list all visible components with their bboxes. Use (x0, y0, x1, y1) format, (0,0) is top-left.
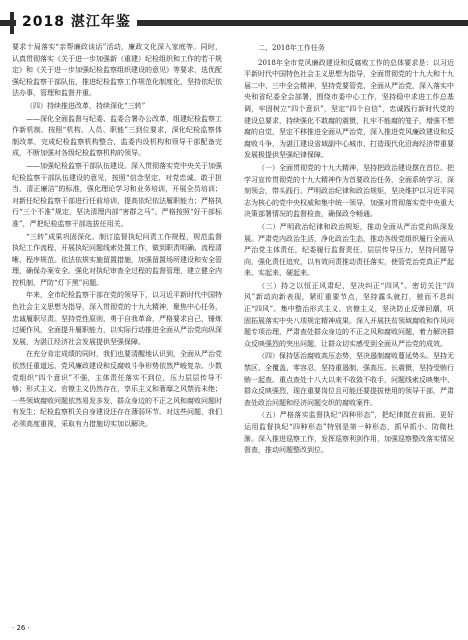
paragraph: （三）持之以恒正风肃纪，坚决纠正“四风”。密切关注“四风”新动向新表现，紧盯重要节点，坚持露头就打，驰而不息纠正“四风”。集中整治形式主义、官僚主义，坚决防止反弹回潮，巩固拓展落实中央八项规定精神成果。深入开展扶贫领域腐败和作风问题专项治理，严肃查处群众身边的不正之风和腐败问题，着力解决群众反映强烈的突出问题，让群众切实感受到全面从严治党的成效。 (244, 281, 454, 348)
subheading: （四）持续推进改革，持续深化“三转” (26, 101, 146, 110)
paragraph: ——加强纪检监察干部队伍建设。深入贯彻落实党中央关于加强纪检监察干部队伍建设的意见，按照“信念坚定、对党忠诚、敢于担当、清正廉洁”的标准，强化理论学习和业务培训，开展全员培训；对新任纪检监察干部进行任前培训，提高依纪依法履职能力；严格执行“三个不准”规定，坚决清理内部“害群之马”。严格按照“好干部标准”，严把纪检监察干部选拔任用关。 (12, 161, 222, 228)
paragraph: 要求十局落实“亲帮廉政谈话”活动，廉政文化深入家庭等。同时，认真贯彻落实《关于进一步加强新（重建）纪检组织和工作的若干规定》和《关于进一步加强纪检监察组织建设的意见》等要求，选优配强纪检监察干部队伍，推进纪检监察工作规范化制度化，坚持依纪依法办事，管理和监督并重。 (12, 43, 222, 98)
paragraph: 在充分肯定成绩的同时，我们也要清醒地认识到，全面从严治党依然任重道远，党风廉政建设和反腐败斗争形势依然严峻复杂。少数党组织“四个意识”不强，主体责任落实不到位，压力层层传导不够；形式主义、官僚主义仍然存在，享乐主义和奢靡之风禁而未绝；一些领域腐败问题依然易发多发，群众身边的不正之风和腐败问题时有发生；纪检监察机关自身建设还存在薄弱环节。对这些问题，我们必须高度重视，采取有力措施切实加以解决。 (12, 350, 222, 428)
paragraph: （一）全面贯彻党的十九大精神，坚持把政治建设摆在首位。把学习宣传贯彻党的十九大精神作为首要政治任务，全面系统学习，深刻领会，带头践行。严明政治纪律和政治规矩，坚决维护以习近平同志为核心的党中央权威和集中统一领导，加强对贯彻落实党中央重大决策部署情况的监督检查，确保政令畅通。 (244, 163, 454, 219)
yearbook-title: 2018 湛江年鉴 (16, 10, 137, 34)
paragraph: “三转”成果巩固深化。制订监督执纪问责工作规程，规范监督执纪工作流程，开展执纪问题线索处置工作，做到职责明确、流程清晰、程序规范。依法依规实施留置措施，加强留置场所建设和安全管理，确保办案安全。强化对执纪审查全过程的监督管理，建立健全内控机制，严防“灯下黑”问题。 (12, 232, 222, 287)
paragraph: 年来，全市纪检监察干部在党的领导下，以习近平新时代中国特色社会主义思想为指导，深入贯彻党的十九大精神，聚焦中心任务，忠诚履职尽责。坚持党性原则，勇于自我革命，严格要求自己，锤炼过硬作风，全面提升履职能力，以实际行动推进全面从严治党向纵深发展，为湛江经济社会发展提供坚强保障。 (12, 291, 222, 346)
paragraph: （二）严明政治纪律和政治规矩，推动全面从严治党向纵深发展。严肃党内政治生活，净化政治生态，推动各级党组织履行全面从严治党主体责任，纪委履行监督责任，层层传导压力，坚持问题导向，强化责任追究，以有效问责推动责任落实，使管党治党真正严起来、实起来、硬起来。 (244, 222, 454, 278)
left-column (12, 42, 222, 620)
page-number: · 26 · (12, 624, 30, 632)
right-column (244, 42, 454, 620)
section-heading: 二、2018年工作任务 (258, 44, 325, 52)
paragraph: （四）保持惩治腐败高压态势，坚决遏制腐败蔓延势头。坚持无禁区、全覆盖、零容忍，坚持重遏制、强高压、长震慑，坚持受贿行贿一起查。重点查处十八大以来不收敛不收手，问题线索反映集中、群众反映强烈，现在重要岗位且可能还要提拔使用的领导干部，严肃查处政治问题和经济问题交织的腐败案件。 (244, 352, 454, 407)
paragraph: ——深化全面监督与纪委、监委合署办公改革，组建纪检监察工作新机制。按照“机构、人员、职能”三到位要求，深化纪检监察体制改革，完成纪检监察机构整合，监委内设机构和领导干部配备完成，不断加强对各级纪检监察机构的领导。 (12, 114, 222, 158)
paragraph: （五）严格落实监督执纪“四种形态”，把纪律挺在前面。更好运用监督执纪“四种形态”特别是第一种形态，抓早抓小、防微杜渐。深入推进巡察工作，发挥巡察利剑作用，加强巡察整改落实情况督查，推动问题整改到位。 (244, 411, 454, 455)
paragraph: 2018年全市党风廉政建设和反腐败工作的总体要求是：以习近平新时代中国特色社会主义思想为指导，全面贯彻党的十九大和十九届二中、三中全会精神，坚持党要管党、全面从严治党，深入落实中央和省纪委全会部署，围绕市委中心工作，坚持稳中求进工作总基调，牢固树立“四个意识”，坚定“四个自信”，忠诚践行新时代党的建设总要求，持续强化不敢腐的震慑，扎牢不能腐的笼子，增强不想腐的自觉，坚定不移推进全面从严治党，深入推进党风廉政建设和反腐败斗争，为湛江建设省域副中心城市、打造现代化沿海经济带重要发展极提供坚强纪律保障。 (244, 58, 454, 160)
header-marker (10, 12, 14, 34)
page-header (0, 0, 468, 36)
